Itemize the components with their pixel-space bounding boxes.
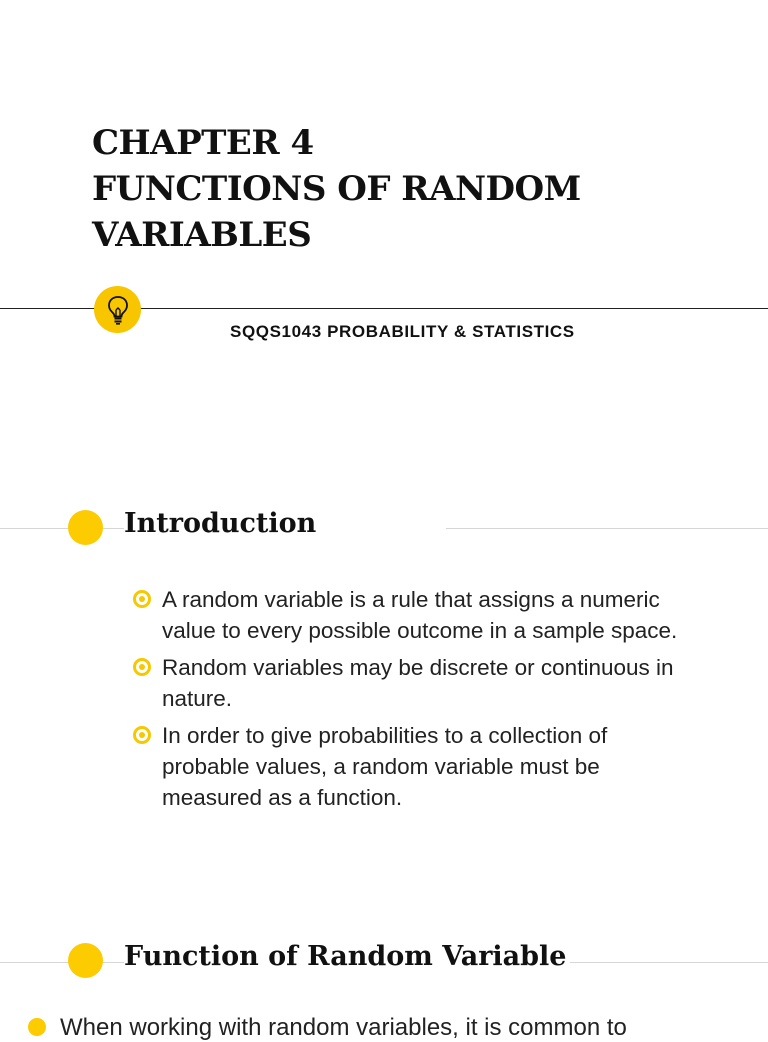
title-line-3: VARIABLES bbox=[92, 215, 312, 255]
partial-bullet-text: When working with random variables, it is common to bbox=[60, 1014, 627, 1041]
title-line-1: CHAPTER 4 bbox=[92, 123, 314, 163]
section-dot-icon bbox=[68, 510, 103, 545]
bullet-circle-icon bbox=[28, 1018, 46, 1036]
title-line-2: FUNCTIONS OF RANDOM bbox=[92, 169, 581, 209]
list-item bbox=[130, 652, 690, 714]
list-item bbox=[130, 720, 690, 813]
course-subtitle: SQQS1043 PROBABILITY & STATISTICS bbox=[230, 322, 575, 341]
bullet-text: Random variables may be discrete or continuous in nature. bbox=[162, 655, 674, 711]
bullet-text: In order to give probabilities to a collection of probable values, a random variable must be measured as a function. bbox=[162, 723, 608, 810]
bullet-circle-icon bbox=[133, 726, 151, 744]
section-dot-icon bbox=[68, 943, 103, 978]
lightbulb-icon bbox=[94, 286, 141, 333]
bullet-circle-icon bbox=[133, 658, 151, 676]
intro-bullet-list bbox=[130, 584, 690, 819]
bullet-circle-icon bbox=[133, 590, 151, 608]
section-heading-introduction: Introduction bbox=[124, 508, 446, 539]
bullet-text: A random variable is a rule that assigns a numeric value to every possible outcome in a sample space. bbox=[162, 587, 678, 643]
chapter-title bbox=[92, 120, 581, 258]
section-heading-function: Function of Random Variable bbox=[124, 941, 570, 972]
list-item bbox=[130, 584, 690, 646]
